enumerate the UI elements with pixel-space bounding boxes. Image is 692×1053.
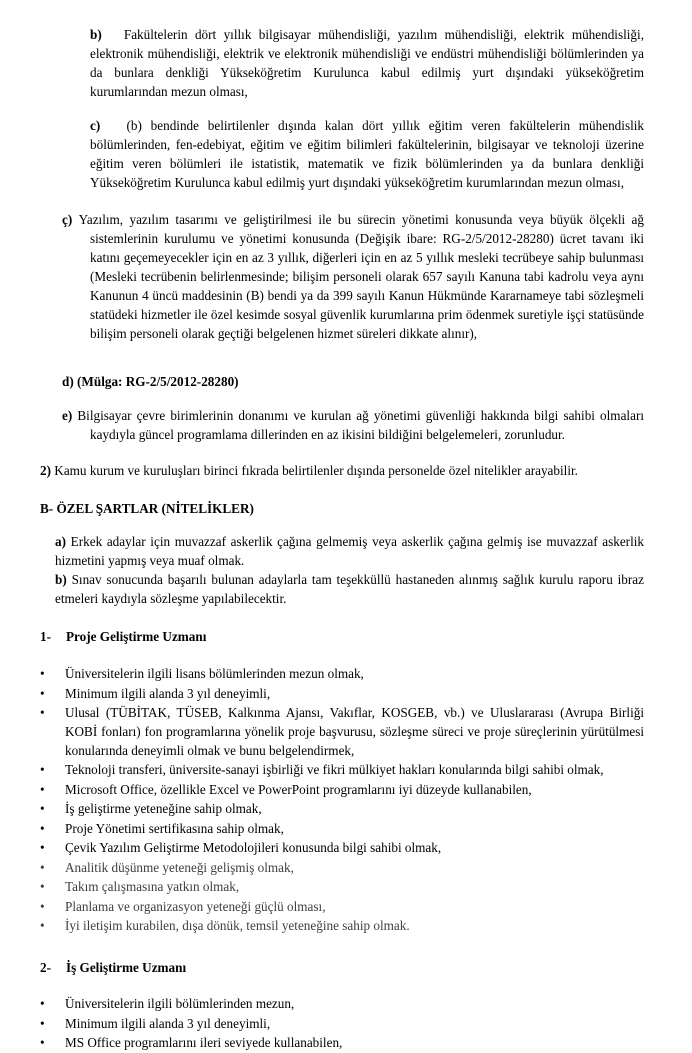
bullet-icon: •	[40, 898, 45, 914]
special-a-text: Erkek adaylar için muvazzaf askerlik çağına gelmemiş veya askerlik çağına gelmiş ise muvazzaf askerlik hizmetini yapmış veya muaf olmak.	[55, 534, 644, 568]
bullet-icon: •	[40, 820, 45, 836]
position-2-requirements	[40, 994, 644, 1053]
position-2-title: İş Geliştirme Uzmanı	[66, 960, 187, 975]
position-2-heading	[40, 958, 186, 977]
bullet-icon: •	[40, 1035, 45, 1050]
bullet-icon: •	[40, 859, 45, 875]
list-item: • Proje Yönetimi sertifikasına sahip olmak,	[40, 820, 284, 836]
bullet-icon: •	[40, 801, 45, 816]
list-item: • Planlama ve organizasyon yeteneği güçlü olması,	[40, 898, 326, 914]
item-letter-c: c)	[90, 118, 101, 133]
bullet-icon: •	[40, 840, 45, 855]
special-b-letter: b)	[55, 572, 67, 587]
item-text-cc: Yazılım, yazılım tasarımı ve geliştirilmesi ile bu sürecin yönetimi konusunda veya büyük ölçekli ağ sistemlerinin kurulumu ve yönetimi konusunda (Değişik ibare: RG-2/5/2012-28280) ücret tavanı iki katını geçemeyecekler için en az 3 yıllık, diğerleri için en az 5 yıllık mesleki tecrübeye sahip bulunması (Mesleki tecrübenin belirlenmesinde; bilişim personeli olarak 657 sayılı Kanuna tabi kadrolu veya aynı Kanunun 4 üncü maddesinin (B) bendi ya da 399 sayılı Kanun Hükmünde Kararnameye tabi sözleşmeli statüdeki hizmetler ile özel kesimde sosyal güvenlik kurumlarına prim ödenmek suretiyle işçi statüsünde bilişim personeli olarak geçtiği belgelenen hizmet süreleri dikkate alınır),	[78, 212, 645, 341]
paragraph-cc	[62, 210, 644, 343]
paragraph-2	[40, 461, 652, 480]
paragraph-b	[90, 25, 644, 101]
list-item: • Microsoft Office, özellikle Excel ve PowerPoint programlarını iyi düzeyde kullanabilen,	[40, 781, 532, 797]
list-item: • Analitik düşünme yeteneği gelişmiş olmak,	[40, 859, 294, 875]
position-2-number: 2-	[40, 960, 51, 975]
paragraph-d: d) (Mülga: RG-2/5/2012-28280)	[62, 374, 239, 389]
item-letter-e: e)	[62, 408, 73, 423]
bullet-icon: •	[40, 781, 45, 797]
position-1-title: Proje Geliştirme Uzmanı	[66, 629, 207, 644]
bullet-icon: •	[40, 996, 45, 1011]
item-letter-cc: ç)	[62, 212, 73, 227]
bullet-icon: •	[40, 705, 45, 720]
item-text-e: Bilgisayar çevre birimlerinin donanımı ve kurulan ağ yönetimi güvenliği hakkında bilgi sahibi olmaları kaydıyla güncel programlama dillerinden en az ikisini bildiğini belgelemeleri, zorunludur.	[77, 408, 644, 442]
item-number-2: 2)	[40, 463, 51, 478]
special-a-letter: a)	[55, 534, 66, 549]
bullet-icon: •	[40, 1015, 45, 1031]
bullet-icon: •	[40, 762, 45, 777]
list-item: • Çevik Yazılım Geliştirme Metodolojileri konusunda bilgi sahibi olmak,	[40, 840, 442, 855]
list-item: • Minimum ilgili alanda 3 yıl deneyimli,	[40, 685, 271, 701]
item-letter-b: b)	[90, 27, 102, 42]
position-1-heading	[40, 627, 206, 646]
item-text-2: Kamu kurum ve kuruluşları birinci fıkrada belirtilenler dışında personelde özel nitelikler arayabilir.	[54, 463, 578, 478]
item-text-c: (b) bendinde belirtilenler dışında kalan dört yıllık eğitim veren fakültelerin mühendislik bölümlerinden, fen-edebiyat, eğitim ve eğitim bilimleri fakültelerinin, bilgisayar ve teknoloji üzerine eğitim veren bölümleri ile istatistik, matematik ve fizik bölümlerinden ya da bunlara denkliği Yükseköğretim Kurulunca kabul edilmiş yurt dışındaki yükseköğretim kurumlarından mezun olması,	[90, 118, 644, 190]
item-text-b: Fakültelerin dört yıllık bilgisayar mühendisliği, yazılım mühendisliği, elektrik mühendisliği, elektronik mühendisliği, elektrik ve elektronik mühendisliği ve endüstri mühendisliği bölümlerinden ya da bunlara denkliği Yükseköğretim Kurulunca kabul edilmiş yurt dışındaki yükseköğretim kurumlarından mezun olması,	[90, 27, 644, 99]
list-item: • Üniversitelerin ilgili lisans bölümlerinden mezun olmak,	[40, 666, 364, 681]
paragraph-c	[90, 116, 644, 192]
list-item: • Takım çalışmasına yatkın olmak,	[40, 879, 240, 894]
list-item: • Teknoloji transferi, üniversite-sanayi işbirliği ve fikri mülkiyet hakları konularında bilgi sahibi olmak,	[40, 762, 604, 777]
list-item: • MS Office programlarını ileri seviyede kullanabilen,	[40, 1035, 343, 1050]
list-item: • Ulusal (TÜBİTAK, TÜSEB, Kalkınma Ajansı, Vakıflar, KOSGEB, vb.) ve Uluslararası (Avrupa Birliği KOBİ fonları) fon programlarına yönelik proje başvurusu, sözleşme süreci ve proje süreçlerinin yürütülmesi konularında deneyimli olmak ve bunu belgelendirmek,	[40, 705, 644, 758]
bullet-icon: •	[40, 666, 45, 681]
bullet-icon: •	[40, 918, 45, 933]
bullet-icon: •	[40, 685, 45, 701]
section-b-heading: B- ÖZEL ŞARTLAR (NİTELİKLER)	[40, 501, 254, 516]
list-item: • Minimum ilgili alanda 3 yıl deneyimli,	[40, 1015, 271, 1031]
position-1-requirements	[40, 664, 644, 936]
special-a	[55, 532, 644, 570]
position-1-number: 1-	[40, 629, 51, 644]
bullet-icon: •	[40, 879, 45, 894]
paragraph-e	[62, 406, 644, 444]
special-b-text: Sınav sonucunda başarılı bulunan adaylarla tam teşekküllü hastaneden alınmış sağlık kurulu raporu ibraz etmeleri kaydıyla sözleşme yapılabilecektir.	[55, 572, 644, 606]
list-item: • Üniversitelerin ilgili bölümlerinden mezun,	[40, 996, 295, 1011]
list-item: • İş geliştirme yeteneğine sahip olmak,	[40, 801, 262, 816]
special-b	[55, 570, 644, 608]
list-item: • İyi iletişim kurabilen, dışa dönük, temsil yeteneğine sahip olmak.	[40, 918, 410, 933]
